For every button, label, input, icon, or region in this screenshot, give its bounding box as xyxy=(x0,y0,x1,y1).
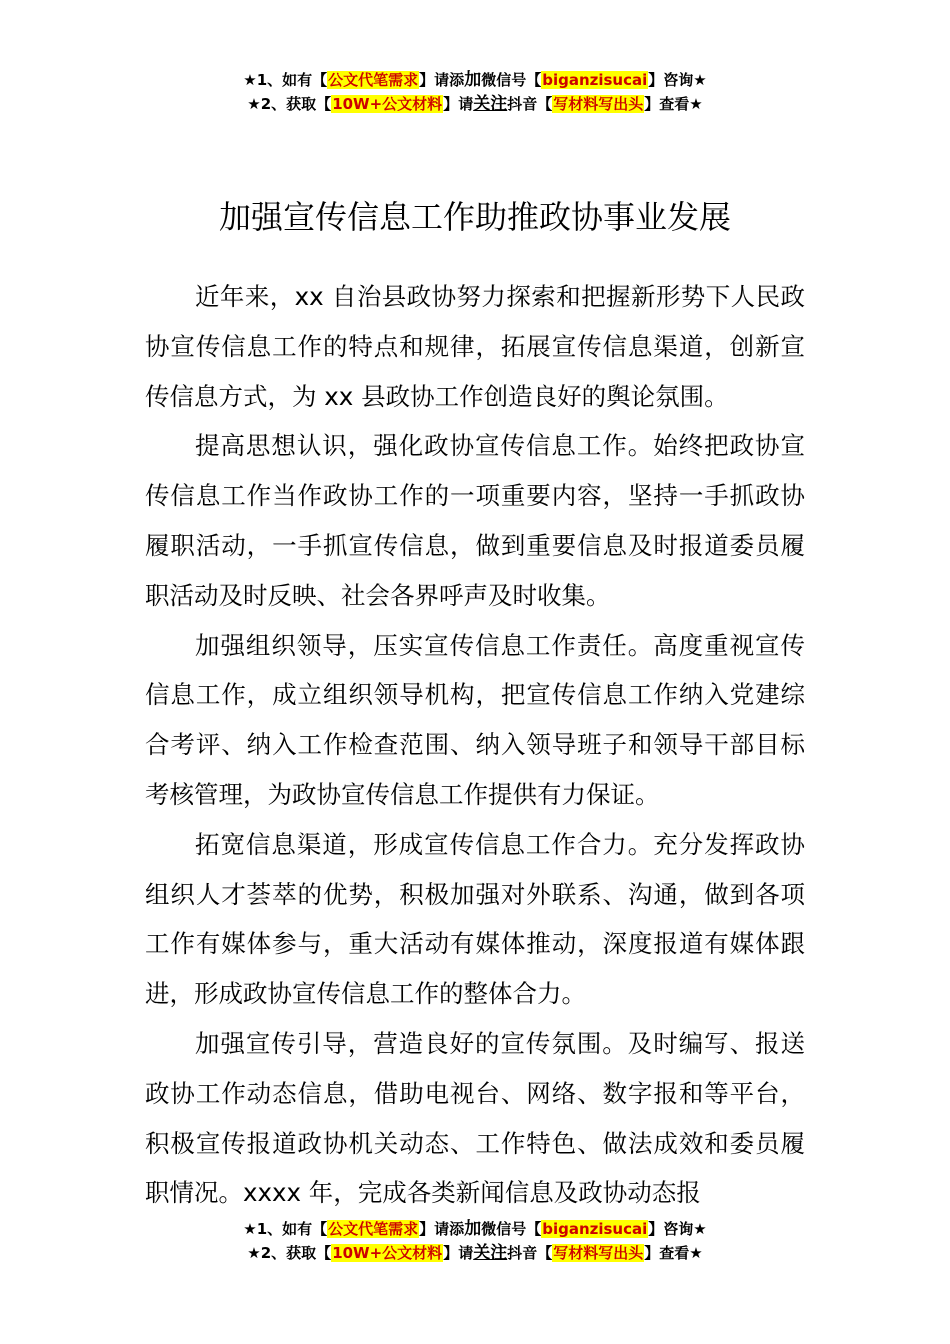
paragraph-1 xyxy=(145,272,805,421)
document-body xyxy=(145,272,805,1218)
banner-text: ★2、获取【 xyxy=(247,95,332,113)
text-line: 台，积极宣传报道政协机关动态、工作特色、做法成效和 xyxy=(145,1078,805,1158)
banner-text: 抖音【 xyxy=(507,95,553,113)
paragraph-3 xyxy=(145,621,805,820)
text-line: 送政协工作动态信息，借助电视台、网络、数字报和等平 xyxy=(145,1028,805,1108)
banner-text: 微信号【 xyxy=(481,71,542,89)
paragraph-5 xyxy=(145,1019,805,1218)
header-banner-line-2 xyxy=(0,92,950,116)
text-line: 加强组织领导，压实宣传信息工作责任。高度重视宣 xyxy=(195,630,781,660)
banner-highlight: 写材料写出头 xyxy=(553,95,644,113)
banner-highlight: 10W+公文材料 xyxy=(332,95,443,113)
header-banner xyxy=(0,68,950,116)
banner-text: 】咨询★ xyxy=(648,71,707,89)
text-line: 提高思想认识，强化政协宣传信息工作。始终把政协 xyxy=(195,431,781,461)
footer-banner xyxy=(0,1217,950,1265)
header-banner-line-1 xyxy=(0,68,950,92)
document-title: 加强宣传信息工作助推政协事业发展 xyxy=(218,198,731,237)
banner-text: 】请添 xyxy=(419,1220,465,1238)
text-line: 委员履职活动及时反映、社会各界呼声及时收集。 xyxy=(145,530,806,610)
text-line: 部目标考核管理，为政协宣传信息工作提供有力保证。 xyxy=(145,730,806,809)
banner-text: ★1、如有【 xyxy=(243,1220,328,1238)
text-line: 传信息工作，成立组织领导机构，把宣传信息工作纳入党 xyxy=(145,630,805,710)
banner-text: 微信号【 xyxy=(481,1220,542,1238)
banner-text: 】请添 xyxy=(419,71,465,89)
paragraph-2 xyxy=(145,421,805,620)
text-line: 新宣传信息方式，为 xx 县政协工作创造良好的舆论氛围。 xyxy=(145,331,805,411)
banner-text: 】咨询★ xyxy=(648,1220,707,1238)
text-line: 加强宣传引导，营造良好的宣传氛围。及时编写、报 xyxy=(195,1028,781,1058)
banner-highlight: 10W+公文材料 xyxy=(332,1244,443,1262)
banner-text: ★2、获取【 xyxy=(247,1244,332,1262)
text-line: 拓宽信息渠道，形成宣传信息工作合力。充分发挥政 xyxy=(195,829,781,859)
banner-text: 】请 xyxy=(443,95,474,113)
banner-text: 】查看★ xyxy=(644,95,703,113)
footer-banner-line-2 xyxy=(0,1241,950,1265)
banner-emphasis: 加 xyxy=(464,70,482,90)
text-line: 媒体跟进，形成政协宣传信息工作的整体合力。 xyxy=(145,929,806,1009)
banner-text: 抖音【 xyxy=(507,1244,553,1262)
banner-text: 】请 xyxy=(443,1244,474,1262)
banner-highlight: 公文代笔需求 xyxy=(328,71,419,89)
text-line: 各项工作有媒体参与，重大活动有媒体推动，深度报道有 xyxy=(145,879,805,959)
text-line: 协组织人才荟萃的优势，积极加强对外联系、沟通，做到 xyxy=(145,829,805,909)
text-line: 宣传信息工作当作政协工作的一项重要内容，坚持一手抓 xyxy=(145,431,805,511)
banner-emphasis: 关注 xyxy=(473,1243,508,1263)
banner-emphasis: 关注 xyxy=(473,94,508,114)
banner-highlight: biganzisucai xyxy=(542,1220,648,1238)
text-line: 近年来，xx 自治县政协努力探索和把握新形势下人民 xyxy=(195,282,781,311)
banner-highlight: 写材料写出头 xyxy=(553,1244,644,1262)
text-line: 政协宣传信息工作的特点和规律，拓展宣传信息渠道，创 xyxy=(145,282,805,361)
text-line: 建综合考评、纳入工作检查范围、纳入领导班子和领导干 xyxy=(145,680,805,760)
text-line: 政协履职活动，一手抓宣传信息，做到重要信息及时报道 xyxy=(145,481,805,560)
footer-banner-line-1 xyxy=(0,1217,950,1241)
banner-emphasis: 加 xyxy=(464,1219,482,1239)
text-line: 委员履职情况。xxxx 年，完成各类新闻信息及政协动态报 xyxy=(145,1128,806,1208)
banner-text: 】查看★ xyxy=(644,1244,703,1262)
banner-highlight: biganzisucai xyxy=(542,71,648,89)
banner-text: ★1、如有【 xyxy=(243,71,328,89)
banner-highlight: 公文代笔需求 xyxy=(328,1220,419,1238)
paragraph-4 xyxy=(145,820,805,1019)
